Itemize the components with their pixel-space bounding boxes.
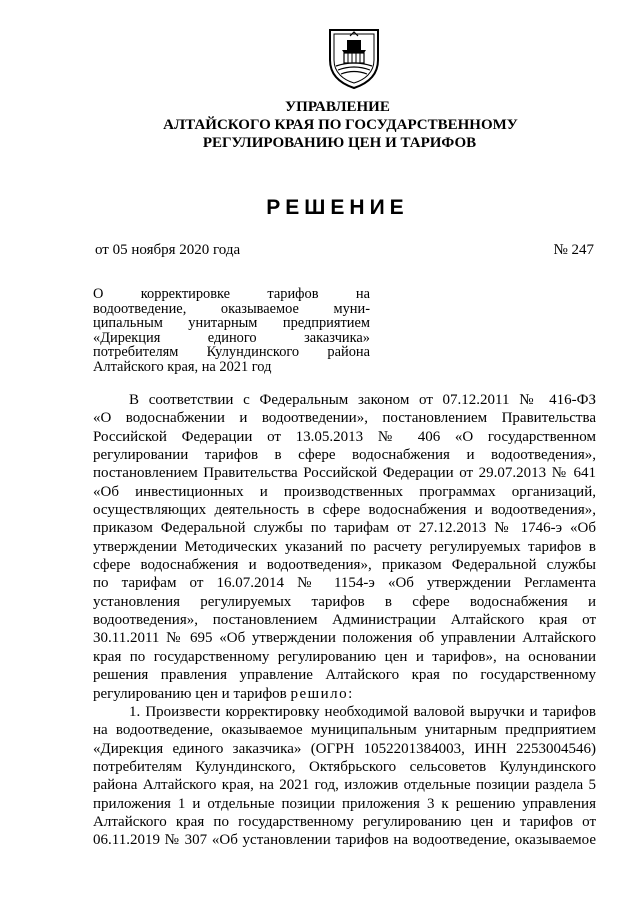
body-line: края по государственному регулированию цен и тарифов», на основании bbox=[93, 648, 596, 665]
item1-line: приложения 1 и отдельные позиции приложения 3 к решению управления bbox=[93, 795, 596, 812]
org-line-2: АЛТАЙСКОГО КРАЯ ПО ГОСУДАРСТВЕННОМУ bbox=[163, 117, 518, 133]
subject-line: потребителям Кулундинского района bbox=[93, 344, 370, 360]
body-line: решения правления управление Алтайского края по государственному bbox=[93, 667, 596, 684]
document-title: РЕШЕНИЕ bbox=[266, 196, 409, 219]
body-line-text: регулированию цен и тарифов bbox=[93, 685, 287, 702]
body-line: установления регулируемых тарифов в сфере водоснабжения и bbox=[93, 593, 596, 610]
item1-line: на водоотведение, оказываемое муниципальным унитарным предприятием bbox=[93, 722, 596, 739]
item1-line: потребителям Кулундинского, Октябрьского сельсоветов Кулундинского bbox=[93, 758, 596, 775]
subject-line: «Дирекция единого заказчика» bbox=[93, 329, 370, 346]
subject-line: О корректировке тарифов на bbox=[93, 286, 370, 302]
document-number: № 247 bbox=[553, 242, 594, 258]
item1-line: «Дирекция единого заказчика» (ОГРН 1052201384003, ИНН 2253004546) bbox=[93, 740, 596, 757]
subject-line: ципальным унитарным предприятием bbox=[93, 315, 370, 331]
body-line: по тарифам от 16.07.2014 № 1154-э «Об утверждении Регламента bbox=[93, 575, 596, 592]
body-line: регулировании тарифов в сфере водоснабжения и водоотведения», bbox=[93, 447, 596, 464]
document-subject bbox=[93, 287, 370, 374]
body-line-resolution bbox=[93, 685, 596, 703]
subject-line: Алтайского края, на 2021 год bbox=[93, 358, 272, 375]
document-date: от 05 ноября 2020 года bbox=[95, 242, 241, 258]
body-line: постановлением Правительства Российской Федерации от 29.07.2013 № 641 bbox=[93, 465, 596, 482]
coat-of-arms-icon bbox=[326, 26, 382, 90]
body-line: «Об инвестиционных и производственных программах организаций, bbox=[93, 483, 596, 500]
org-line-3: РЕГУЛИРОВАНИЮ ЦЕН И ТАРИФОВ bbox=[202, 135, 477, 151]
body-line: водоотведения», постановлением Администрации Алтайского края от bbox=[93, 612, 596, 629]
item1-line: 1. Произвести корректировку необходимой валовой выручки и тарифов bbox=[129, 703, 596, 720]
body-line: приказом Федеральной службы по тарифам от 27.12.2013 № 1746-э «Об bbox=[93, 520, 596, 537]
resolved-word: решило: bbox=[290, 685, 354, 702]
subject-line: водоотведение, оказываемое муни- bbox=[93, 300, 370, 317]
body-line: сфере водоснабжения и водоотведения», приказом Федеральной службы bbox=[93, 557, 596, 574]
body-line: «О водоснабжении и водоотведении», постановлением Правительства bbox=[93, 410, 596, 427]
item1-line: 06.11.2019 № 307 «Об установлении тарифов на водоотведение, оказываемое bbox=[93, 832, 596, 849]
item1-line: Алтайского края по государственному регулированию цен и тарифов от bbox=[93, 813, 596, 830]
body-line: В соответствии с Федеральным законом от 07.12.2011 № 416-ФЗ bbox=[129, 392, 596, 408]
body-line: утверждении Методических указаний по расчету регулируемых тарифов в bbox=[93, 538, 596, 555]
document-body bbox=[93, 391, 596, 850]
body-line: осуществляющих деятельность в сфере водоснабжения и водоотведения», bbox=[93, 502, 596, 519]
body-line: Российской Федерации от 13.05.2013 № 406 «О государственном bbox=[93, 428, 596, 445]
body-line: 30.11.2011 № 695 «Об утверждении положения об управлении Алтайского bbox=[93, 630, 596, 647]
item1-line: района Алтайского края, на 2021 год, изложив отдельные позиции раздела 5 bbox=[93, 777, 596, 794]
org-line-1: УПРАВЛЕНИЕ bbox=[285, 99, 390, 115]
organization-name bbox=[0, 98, 639, 152]
